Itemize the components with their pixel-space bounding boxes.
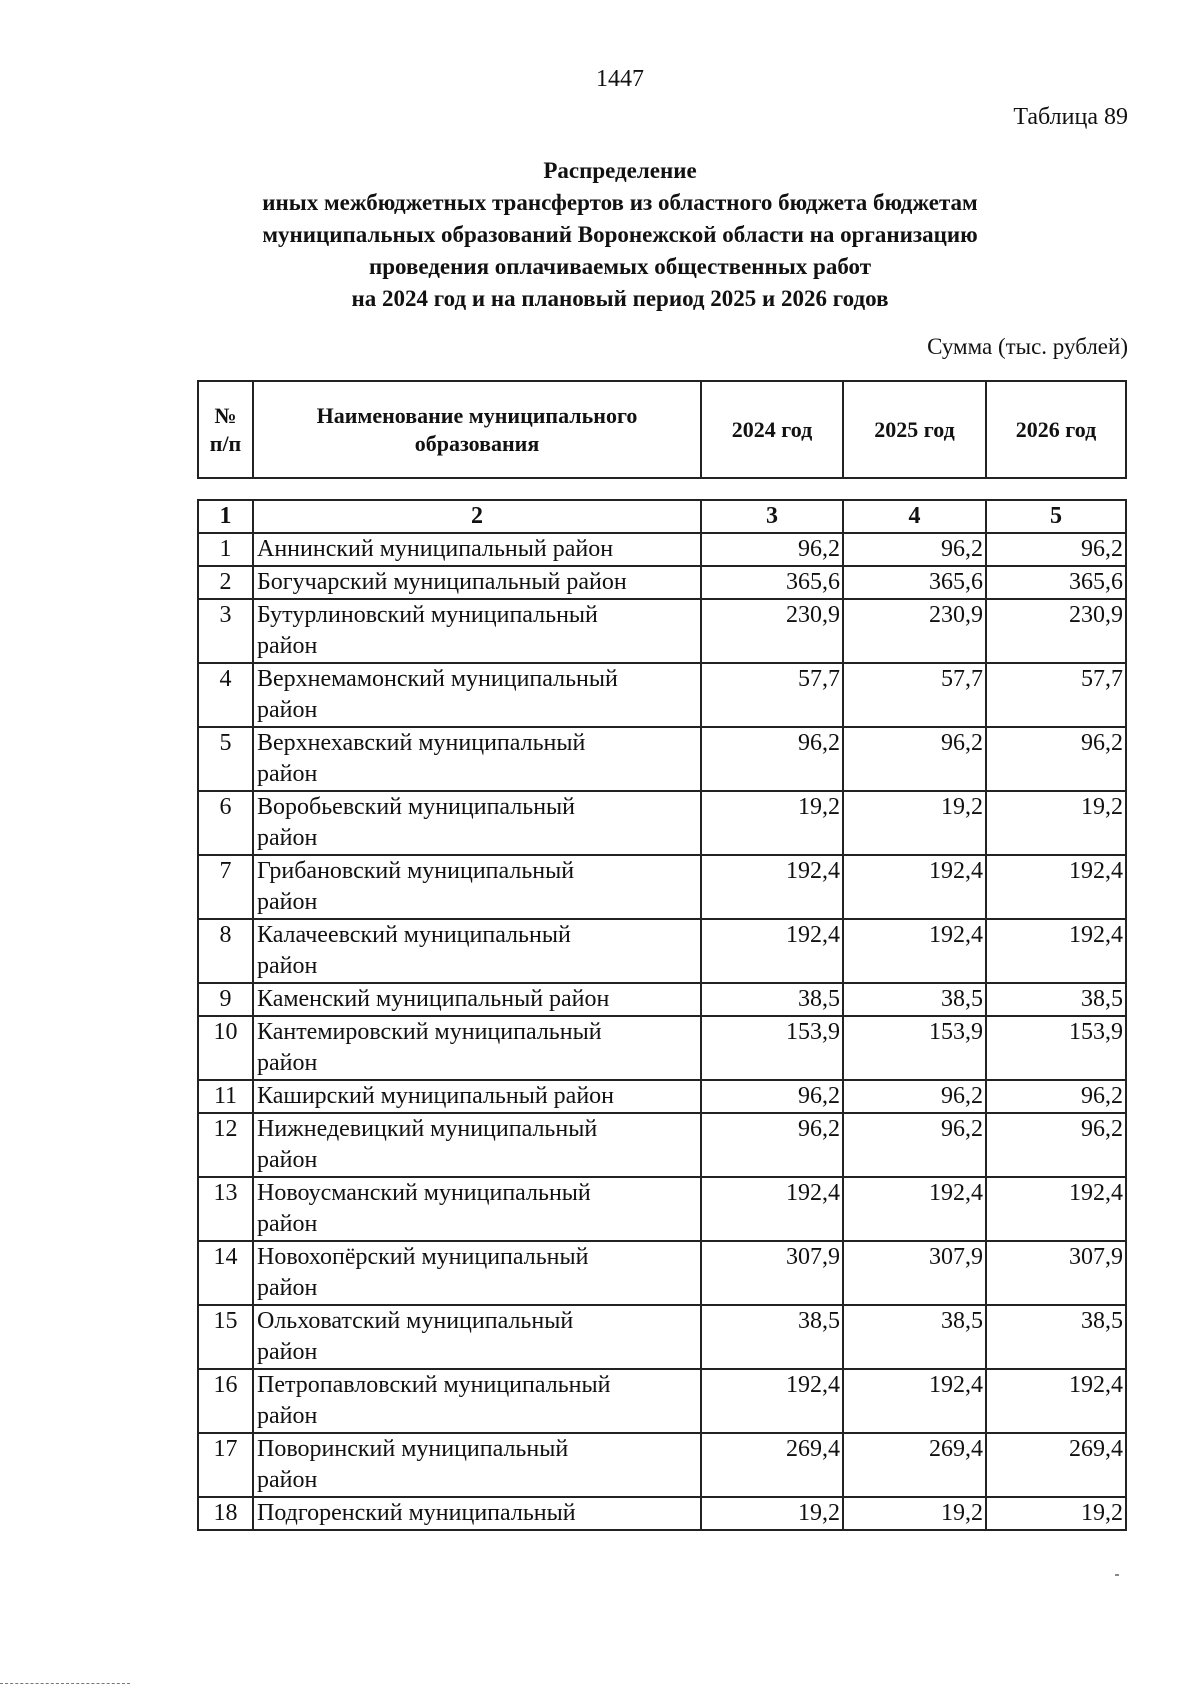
municipality-name-line: Калачеевский муниципальный [257,922,571,948]
table-row [198,599,1126,663]
table-row [198,1369,1126,1433]
municipality-name [253,599,701,663]
table-row [198,1241,1126,1305]
municipality-name-line: район [257,1211,318,1237]
table-row [198,1016,1126,1080]
municipality-name [253,1433,701,1497]
municipality-name-line: район [257,1147,318,1173]
value-2025: 19,2 [843,791,986,855]
value-2024: 192,4 [701,919,843,983]
value-2026: 96,2 [986,1113,1126,1177]
municipality-name-line: Бутурлиновский муниципальный [257,602,598,628]
table-row [198,983,1126,1016]
value-2026: 269,4 [986,1433,1126,1497]
municipality-name-line: Петропавловский муниципальный [257,1372,611,1398]
header-name [253,381,701,478]
value-2025: 38,5 [843,983,986,1016]
value-2024: 269,4 [701,1433,843,1497]
municipality-name [253,983,701,1016]
table-row [198,855,1126,919]
value-2025: 57,7 [843,663,986,727]
municipality-name [253,1497,701,1530]
value-2024: 192,4 [701,1177,843,1241]
table-row [198,791,1126,855]
value-2026: 192,4 [986,1177,1126,1241]
value-2026: 19,2 [986,791,1126,855]
row-number: 5 [198,727,253,791]
municipality-name-line: Кантемировский муниципальный [257,1019,602,1045]
row-number: 8 [198,919,253,983]
title-line: муниципальных образований Воронежской области на организацию [262,222,978,247]
table-row [198,727,1126,791]
value-2026: 19,2 [986,1497,1126,1530]
municipality-name-line: Каширский муниципальный район [257,1083,615,1109]
value-2024: 96,2 [701,727,843,791]
header-name-line: Наименование муниципального [316,402,638,428]
municipality-name [253,663,701,727]
row-number: 1 [198,533,253,566]
table-row [198,1177,1126,1241]
value-2026: 57,7 [986,663,1126,727]
municipality-name [253,1080,701,1113]
value-2026: 192,4 [986,919,1126,983]
value-2024: 153,9 [701,1016,843,1080]
title-line: иных межбюджетных трансфертов из областного бюджета бюджетам [262,190,978,215]
municipality-name-line: Воробьевский муниципальный [257,794,576,820]
municipality-name [253,1241,701,1305]
value-2024: 96,2 [701,533,843,566]
municipality-name-line: Ольховатский муниципальный [257,1308,574,1334]
value-2024: 96,2 [701,1113,843,1177]
value-2025: 230,9 [843,599,986,663]
value-2025: 96,2 [843,1080,986,1113]
value-2025: 19,2 [843,1497,986,1530]
column-number: 4 [843,500,986,533]
municipality-name [253,727,701,791]
municipality-name-line: Подгоренский муниципальный [257,1500,576,1526]
header-name-line: образования [414,430,540,456]
header-no-line: № [214,402,237,428]
table-row [198,1113,1126,1177]
value-2024: 57,7 [701,663,843,727]
value-2025: 307,9 [843,1241,986,1305]
value-2026: 153,9 [986,1016,1126,1080]
value-2024: 19,2 [701,791,843,855]
value-2024: 192,4 [701,1369,843,1433]
municipality-name-line: район [257,889,318,915]
municipality-name-line: Каменский муниципальный район [257,986,610,1012]
value-2026: 365,6 [986,566,1126,599]
value-2024: 307,9 [701,1241,843,1305]
title-line: на 2024 год и на плановый период 2025 и 2026 годов [351,286,889,311]
row-number: 17 [198,1433,253,1497]
column-number: 2 [253,500,701,533]
row-number: 11 [198,1080,253,1113]
municipality-name-line: район [257,633,318,659]
municipality-name-line: Новоусманский муниципальный [257,1180,591,1206]
municipality-name-line: Богучарский муниципальный район [257,569,627,595]
column-number: 1 [198,500,253,533]
data-table [197,499,1127,1531]
value-2025: 96,2 [843,533,986,566]
table-header [197,380,1127,479]
scan-artifact [0,1683,130,1686]
municipality-name-line: район [257,1339,318,1365]
row-number: 9 [198,983,253,1016]
municipality-name-line: Грибановский муниципальный [257,858,575,884]
value-2025: 96,2 [843,1113,986,1177]
value-2026: 96,2 [986,727,1126,791]
table-row [198,566,1126,599]
municipality-name [253,566,701,599]
municipality-name-line: Нижнедевицкий муниципальный [257,1116,598,1142]
value-2025: 269,4 [843,1433,986,1497]
value-2024: 192,4 [701,855,843,919]
municipality-name-line: район [257,1403,318,1429]
row-number: 12 [198,1113,253,1177]
value-2024: 96,2 [701,1080,843,1113]
value-2024: 365,6 [701,566,843,599]
title-line: проведения оплачиваемых общественных работ [368,254,872,279]
value-2025: 192,4 [843,919,986,983]
header-no-line: п/п [209,430,242,456]
municipality-name-line: район [257,1467,318,1493]
row-number: 18 [198,1497,253,1530]
table-row [198,533,1126,566]
row-number: 3 [198,599,253,663]
table-row [198,663,1126,727]
table-label: Таблица 89 [1013,104,1128,130]
municipality-name [253,791,701,855]
municipality-name-line: район [257,825,318,851]
row-number: 2 [198,566,253,599]
municipality-name-line: район [257,1275,318,1301]
table-row [198,1433,1126,1497]
row-number: 10 [198,1016,253,1080]
municipality-name [253,1177,701,1241]
column-number: 3 [701,500,843,533]
municipality-name [253,1016,701,1080]
value-2025: 192,4 [843,1177,986,1241]
header-2026: 2026 год [986,381,1126,478]
row-number: 7 [198,855,253,919]
row-number: 15 [198,1305,253,1369]
row-number: 16 [198,1369,253,1433]
value-2025: 38,5 [843,1305,986,1369]
header-2025: 2025 год [843,381,986,478]
value-2024: 19,2 [701,1497,843,1530]
value-2026: 192,4 [986,855,1126,919]
value-2024: 230,9 [701,599,843,663]
column-number-row [198,500,1126,533]
municipality-name-line: район [257,953,318,979]
column-number: 5 [986,500,1126,533]
title-line: Распределение [543,158,697,183]
table-row [198,1305,1126,1369]
row-number: 4 [198,663,253,727]
municipality-name [253,1113,701,1177]
value-2025: 192,4 [843,855,986,919]
municipality-name-line: район [257,761,318,787]
row-number: 13 [198,1177,253,1241]
value-2026: 192,4 [986,1369,1126,1433]
value-2026: 38,5 [986,1305,1126,1369]
value-2025: 192,4 [843,1369,986,1433]
document-title [160,155,1080,315]
page-number: 1447 [596,66,644,92]
value-2026: 96,2 [986,533,1126,566]
sum-note: Сумма (тыс. рублей) [927,334,1128,359]
municipality-name-line: район [257,697,318,723]
row-number: 14 [198,1241,253,1305]
municipality-name-line: Верхнемамонский муниципальный [257,666,618,692]
scan-artifact [1115,1574,1119,1576]
value-2024: 38,5 [701,1305,843,1369]
value-2025: 153,9 [843,1016,986,1080]
municipality-name [253,919,701,983]
row-number: 6 [198,791,253,855]
header-no [198,381,253,478]
municipality-name [253,533,701,566]
municipality-name [253,855,701,919]
municipality-name-line: район [257,1050,318,1076]
value-2025: 96,2 [843,727,986,791]
municipality-name-line: Поворинский муниципальный [257,1436,569,1462]
value-2025: 365,6 [843,566,986,599]
municipality-name-line: Верхнехавский муниципальный [257,730,586,756]
value-2026: 96,2 [986,1080,1126,1113]
table-row [198,919,1126,983]
municipality-name [253,1305,701,1369]
municipality-name-line: Новохопёрский муниципальный [257,1244,589,1270]
header-2024: 2024 год [701,381,843,478]
municipality-name [253,1369,701,1433]
value-2024: 38,5 [701,983,843,1016]
table-row [198,1497,1126,1530]
value-2026: 307,9 [986,1241,1126,1305]
table-row [198,1080,1126,1113]
value-2026: 230,9 [986,599,1126,663]
municipality-name-line: Аннинский муниципальный район [257,536,614,562]
value-2026: 38,5 [986,983,1126,1016]
